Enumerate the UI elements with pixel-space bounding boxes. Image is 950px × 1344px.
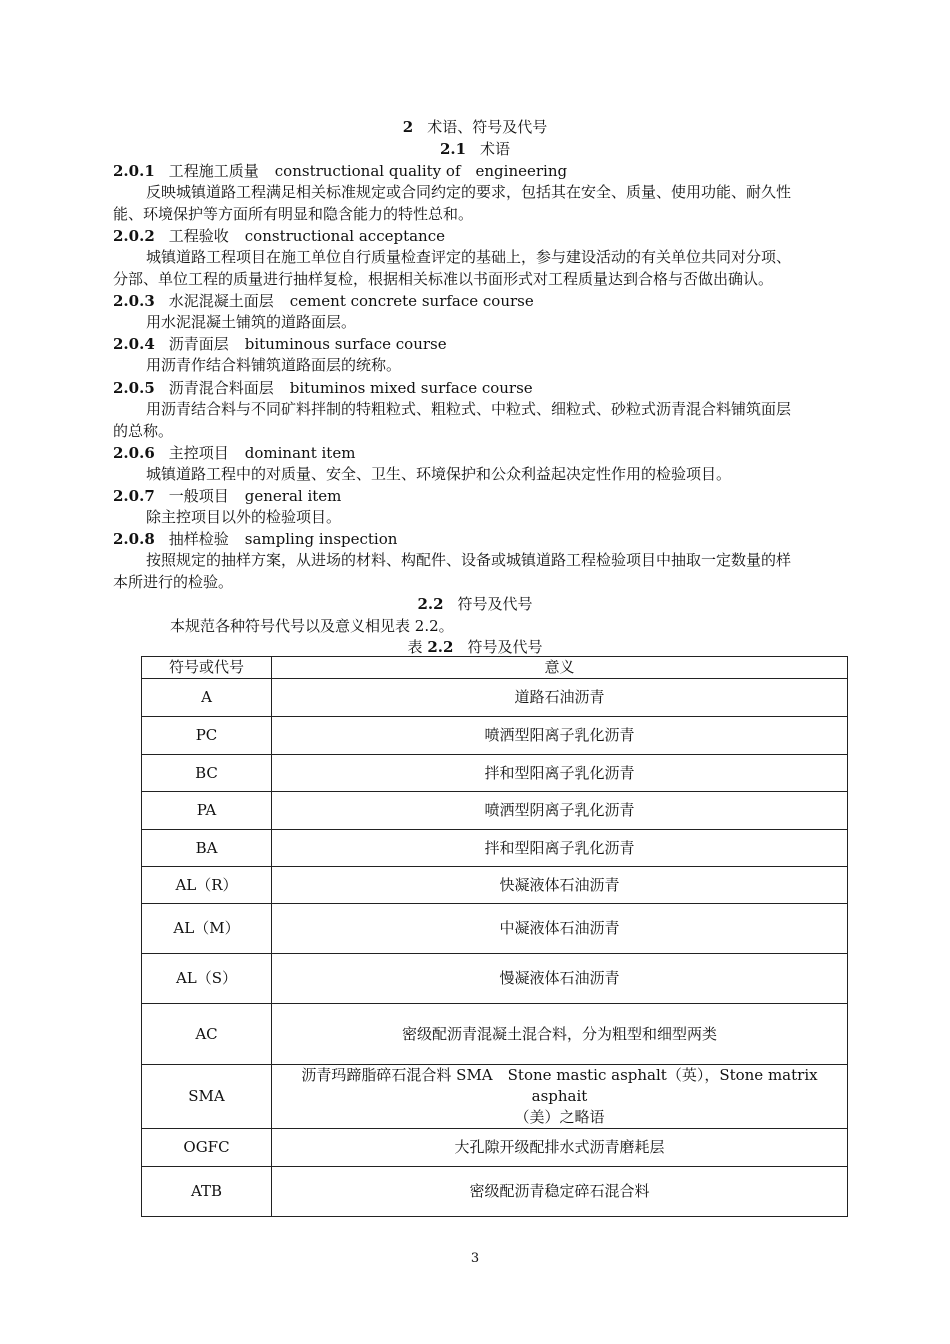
term-cn: 工程施工质量 [168,162,259,180]
term-definition-line: 分部、单位工程的质量进行抽样复检，根据相关标准以书面形式对工程质量达到合格与否做出确认。 [113,270,774,288]
table-row [142,904,848,954]
code-cell: PC [142,717,272,755]
meaning-cell: 喷洒型阴离子乳化沥青 [272,792,848,830]
table-row [142,755,848,792]
term-heading [113,528,397,549]
table-caption-number: 2.2 [427,638,454,656]
code-cell: A [142,679,272,717]
term-en: bituminos mixed surface course [289,379,533,397]
term-definition-line: 用水泥混凝土铺筑的道路面层。 [146,313,357,331]
term-definition-line: 用沥青结合料与不同矿料拌制的特粗粒式、粗粒式、中粒式、细粒式、砂粒式沥青混合料铺筑面层 [146,400,792,418]
section-intro: 本规范各种符号代号以及意义相见表 2.2。 [170,617,454,635]
chapter-heading [0,116,950,137]
chapter-title: 术语、符号及代号 [427,118,548,136]
term-id: 2.0.7 [113,487,155,505]
table-row [142,830,848,867]
term-en: sampling inspection [244,530,398,548]
meaning-cell: 密级配沥青稳定碎石混合料 [272,1167,848,1217]
term-heading [113,485,341,506]
section-heading-terms [0,138,950,159]
term-cn: 一般项目 [168,487,229,505]
term-definition-line: 本所进行的检验。 [113,573,234,591]
section-number: 2.1 [439,140,467,158]
header-cell: 意义 [272,657,848,679]
table-row [142,1004,848,1065]
table-row [142,679,848,717]
table-row [142,1129,848,1167]
term-heading [113,377,533,398]
table-caption-title: 符号及代号 [467,638,543,656]
term-definition-line: 除主控项目以外的检验项目。 [146,508,342,526]
meaning-cell: 拌和型阳离子乳化沥青 [272,755,848,792]
meaning-cell: 密级配沥青混凝土混合料，分为粗型和细型两类 [272,1004,848,1065]
term-heading [113,442,355,463]
meaning-line: （美）之略语 [514,1108,605,1126]
term-heading [113,160,567,181]
term-cn: 水泥混凝土面层 [168,292,274,310]
meaning-cell [272,1065,848,1129]
term-cn: 沥青面层 [168,335,229,353]
table-row [142,954,848,1004]
code-cell: ATB [142,1167,272,1217]
table-row [142,1167,848,1217]
table-caption-prefix: 表 [407,638,423,656]
meaning-cell: 大孔隙开级配排水式沥青磨耗层 [272,1129,848,1167]
code-cell: SMA [142,1065,272,1129]
code-cell: AL（R） [142,867,272,904]
term-definition-line: 的总称。 [113,422,174,440]
term-id: 2.0.4 [113,335,155,353]
term-cn: 沥青混合料面层 [168,379,274,397]
term-en: constructional acceptance [244,227,445,245]
table-caption [0,636,950,657]
meaning-cell: 快凝液体石油沥青 [272,867,848,904]
term-cn: 抽样检验 [168,530,229,548]
term-definition-line: 城镇道路工程项目在施工单位自行质量检查评定的基础上，参与建设活动的有关单位共同对分项、 [146,248,792,266]
meaning-line: 沥青玛蹄脂碎石混合料 SMA Stone mastic asphalt（英），Stone matrix asphait [301,1066,818,1105]
term-heading [113,333,447,354]
term-id: 2.0.3 [113,292,155,310]
term-en: constructional quality of engineering [274,162,568,180]
meaning-cell: 喷洒型阳离子乳化沥青 [272,717,848,755]
term-en: bituminous surface course [244,335,447,353]
term-en: general item [244,487,342,505]
term-id: 2.0.6 [113,444,155,462]
page-number: 3 [470,1251,480,1266]
code-cell: AL（S） [142,954,272,1004]
meaning-cell: 拌和型阳离子乳化沥青 [272,830,848,867]
meaning-cell: 道路石油沥青 [272,679,848,717]
meaning-cell: 中凝液体石油沥青 [272,904,848,954]
term-en: dominant item [244,444,356,462]
term-heading [113,290,534,311]
table-row [142,1065,848,1129]
code-cell: AL（M） [142,904,272,954]
term-definition-line: 城镇道路工程中的对质量、安全、卫生、环境保护和公众利益起决定性作用的检验项目。 [146,465,732,483]
term-id: 2.0.8 [113,530,155,548]
code-cell: OGFC [142,1129,272,1167]
code-cell: AC [142,1004,272,1065]
term-heading [113,225,445,246]
section-title: 符号及代号 [457,595,533,613]
code-cell: BA [142,830,272,867]
section-heading-symbols [0,593,950,614]
code-cell: BC [142,755,272,792]
term-id: 2.0.2 [113,227,155,245]
term-definition-line: 能、环境保护等方面所有明显和隐含能力的特性总和。 [113,205,474,223]
term-definition-line: 按照规定的抽样方案，从进场的材料、构配件、设备或城镇道路工程检验项目中抽取一定数量的样 [146,551,792,569]
code-cell: PA [142,792,272,830]
term-cn: 工程验收 [168,227,229,245]
term-cn: 主控项目 [168,444,229,462]
section-number: 2.2 [417,595,444,613]
term-id: 2.0.5 [113,379,155,397]
table-row [142,792,848,830]
symbols-table [141,656,848,1217]
section-title: 术语 [480,140,511,158]
chapter-number: 2 [402,118,414,136]
table-row [142,867,848,904]
term-en: cement concrete surface course [289,292,534,310]
term-definition-line: 用沥青作结合料铺筑道路面层的统称。 [146,356,402,374]
table-row [142,717,848,755]
table-header-row [142,657,848,679]
header-cell: 符号或代号 [142,657,272,679]
term-definition-line: 反映城镇道路工程满足相关标准规定或合同约定的要求，包括其在安全、质量、使用功能、耐久性 [146,183,792,201]
term-id: 2.0.1 [113,162,155,180]
meaning-cell: 慢凝液体石油沥青 [272,954,848,1004]
